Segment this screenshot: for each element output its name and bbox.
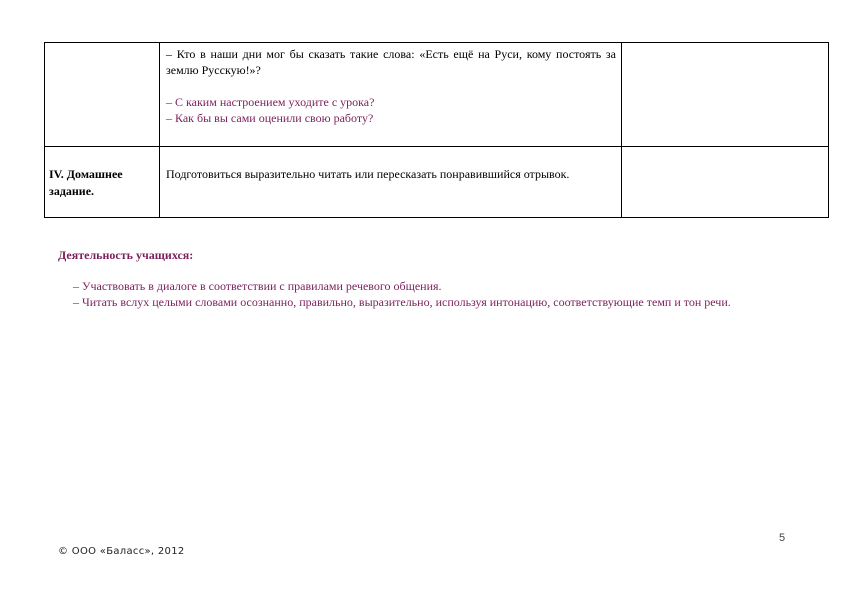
- list-item: – Читать вслух целыми словами осознанно, правильно, выразительно, используя интонацию, соответствующие темп и тон речи.: [73, 295, 731, 309]
- homework-text: Подготовиться выразительно читать или пересказать понравившийся отрывок.: [166, 167, 570, 181]
- table-row: [45, 43, 829, 147]
- stage-cell: [45, 147, 160, 218]
- activity-heading: Деятельность учащихся:: [58, 248, 194, 262]
- list-item: – Участвовать в диалоге в соответствии с правилами речевого общения.: [73, 279, 442, 293]
- notes-text: [622, 147, 828, 150]
- page-number: 5: [779, 532, 786, 544]
- reflection-question: – С каким настроением уходите с урока?: [166, 95, 375, 109]
- content-cell: [160, 147, 622, 218]
- notes-cell: [622, 147, 829, 218]
- activity-list: [58, 279, 788, 310]
- notes-cell: [622, 43, 829, 147]
- reflection-question: – Как бы вы сами оценили свою работу?: [166, 111, 374, 125]
- question-text: – Кто в наши дни мог бы сказать такие слова: «Есть ещё на Руси, кому постоять за землю Русскую!»?: [166, 47, 616, 77]
- stage-cell: [45, 43, 160, 147]
- table-row: [45, 147, 829, 218]
- content-cell: [160, 43, 622, 147]
- copyright-footer: © ООО «Баласс», 2012: [58, 546, 185, 557]
- stage-label: [45, 43, 159, 62]
- notes-text: [622, 43, 828, 46]
- lesson-table: [44, 42, 829, 218]
- student-activity-section: [58, 248, 788, 311]
- stage-label: IV. Домашнее задание.: [49, 167, 123, 198]
